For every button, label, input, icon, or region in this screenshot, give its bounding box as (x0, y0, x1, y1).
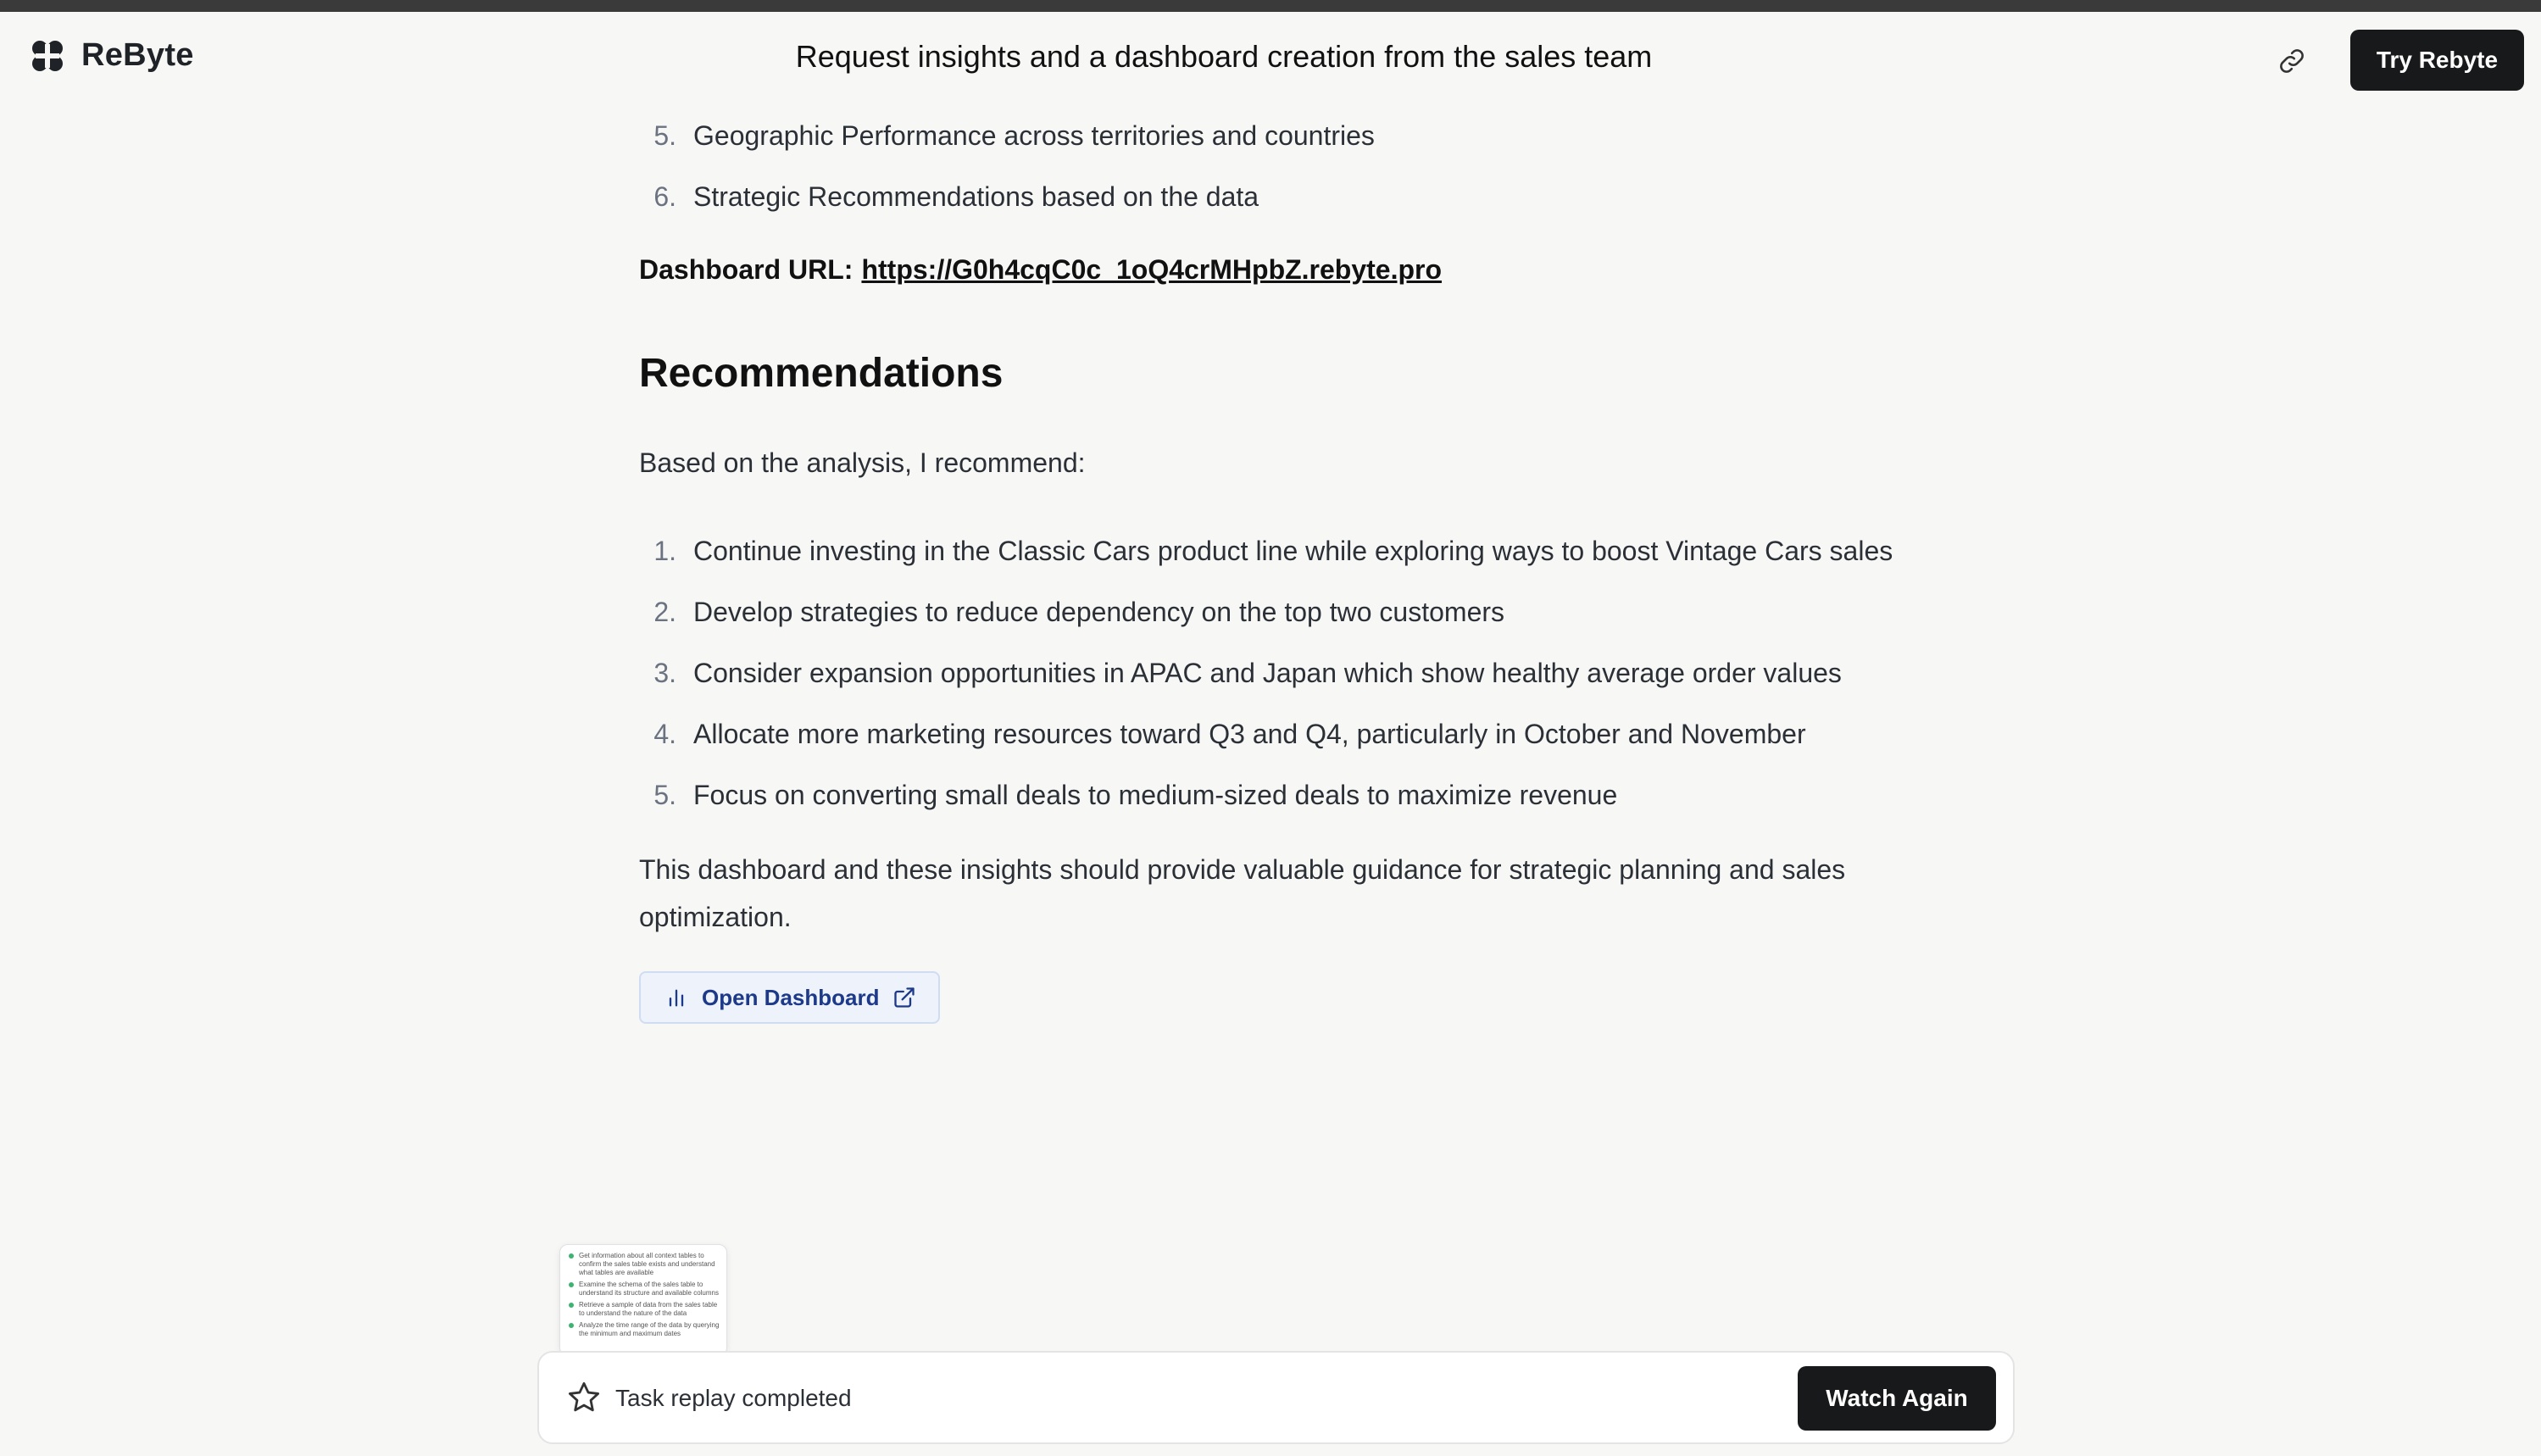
thumbnail-step-text: Analyze the time range of the data by querying the minimum and maximum dates (579, 1321, 720, 1337)
analysis-sections-list (639, 105, 1927, 227)
list-item-text: Focus on converting small deals to medium-sized deals to maximize revenue (693, 780, 1618, 810)
dashboard-url-link[interactable]: https://G0h4cqC0c_1oQ4crMHpbZ.rebyte.pro (861, 254, 1443, 285)
list-item (639, 764, 1927, 825)
list-item-number: 2. (653, 597, 676, 627)
page-title: Request insights and a dashboard creation from the sales team (795, 39, 1653, 74)
list-item-number: 5. (653, 120, 676, 151)
thumbnail-step (569, 1301, 720, 1318)
app-header (0, 12, 2541, 105)
open-dashboard-button[interactable] (639, 971, 940, 1024)
thumbnail-step (569, 1321, 720, 1338)
thumbnail-step-text: Get information about all context tables to confirm the sales table exists and understand what tables are available (579, 1252, 715, 1276)
thumbnail-step (569, 1252, 720, 1277)
list-item-text: Strategic Recommendations based on the data (693, 181, 1259, 212)
list-item (639, 166, 1927, 227)
check-dot-icon (569, 1282, 574, 1287)
replay-status-bar (537, 1351, 2015, 1444)
try-rebyte-button[interactable]: Try Rebyte (2350, 30, 2524, 91)
recommendations-heading: Recommendations (639, 351, 1004, 396)
list-item-text: Allocate more marketing resources toward Q3 and Q4, particularly in October and November (693, 719, 1806, 749)
bar-chart-icon (664, 986, 688, 1009)
list-item-text: Consider expansion opportunities in APAC and Japan which show healthy average order values (693, 658, 1842, 688)
list-item (639, 642, 1927, 703)
link-icon (2277, 47, 2306, 75)
app-name: ReByte (81, 37, 194, 73)
recommendations-intro: Based on the analysis, I recommend: (639, 447, 1086, 478)
window-top-strip (0, 0, 2541, 12)
message-content (639, 105, 1927, 1024)
list-item-number: 5. (653, 780, 676, 810)
replay-status-text: Task replay completed (615, 1385, 852, 1411)
check-dot-icon (569, 1323, 574, 1328)
watch-again-button[interactable]: Watch Again (1798, 1366, 1996, 1431)
list-item-number: 3. (653, 658, 676, 688)
check-dot-icon (569, 1303, 574, 1308)
thumbnail-step (569, 1281, 720, 1298)
copy-link-button[interactable] (2271, 41, 2312, 81)
list-item-text: Geographic Performance across territories and countries (693, 120, 1375, 151)
list-item-number: 6. (653, 181, 676, 212)
list-item-number: 1. (653, 536, 676, 566)
dashboard-url-label: Dashboard URL: (639, 254, 853, 285)
list-item-number: 4. (653, 719, 676, 749)
thumbnail-step-text: Examine the schema of the sales table to understand its structure and available columns (579, 1281, 719, 1297)
check-dot-icon (569, 1253, 574, 1259)
list-item (639, 520, 1927, 581)
dashboard-url-line (639, 244, 1927, 295)
list-item (639, 105, 1927, 166)
open-dashboard-label: Open Dashboard (702, 985, 880, 1010)
replay-step-thumbnail[interactable] (559, 1244, 727, 1356)
thumbnail-step-text: Retrieve a sample of data from the sales table to understand the nature of the data (579, 1301, 718, 1317)
list-item-text: Continue investing in the Classic Cars product line while exploring ways to boost Vintage Cars sales (693, 536, 1893, 566)
external-link-icon (892, 986, 916, 1009)
list-item (639, 703, 1927, 764)
list-item (639, 581, 1927, 642)
recommendations-list (639, 520, 1927, 825)
star-icon (566, 1380, 602, 1415)
list-item-text: Develop strategies to reduce dependency on the top two customers (693, 597, 1505, 627)
closing-paragraph: This dashboard and these insights should provide valuable guidance for strategic planning and sales optimization. (639, 854, 1846, 932)
